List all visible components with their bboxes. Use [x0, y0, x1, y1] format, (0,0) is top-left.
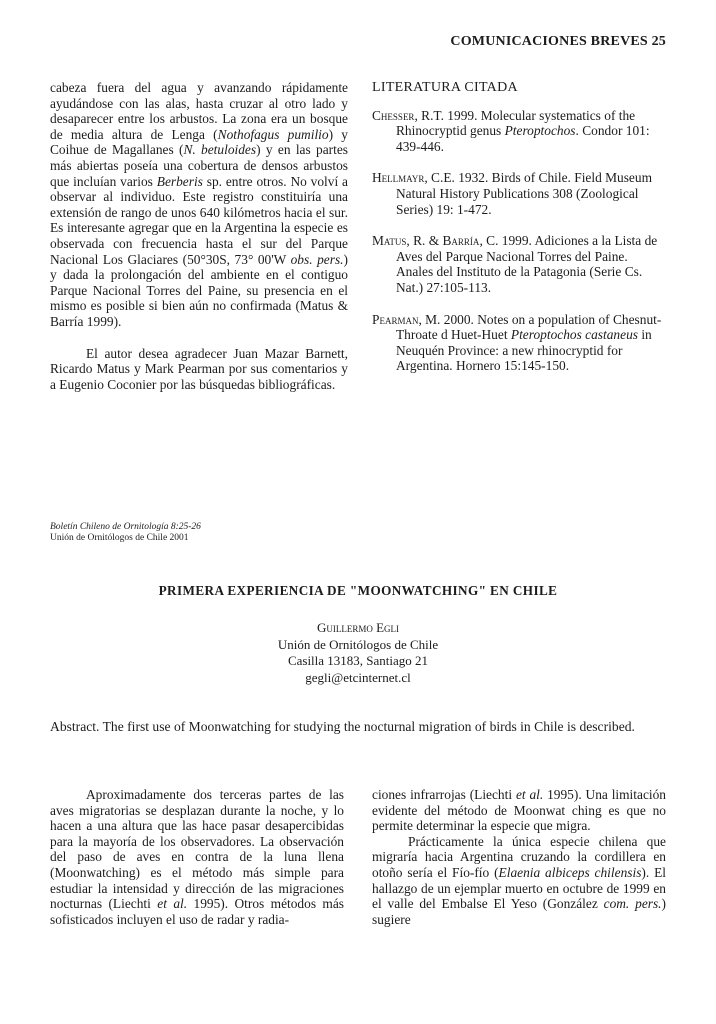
- author-address: Casilla 13183, Santiago 21: [287, 653, 429, 669]
- literature-heading: LITERATURA CITADA: [372, 80, 518, 95]
- author-email: gegli@etcinternet.cl: [305, 669, 411, 685]
- abstract: Abstract. The first use of Moonwatching for studying the nocturnal migration of birds in Chile is described.: [50, 719, 635, 734]
- literature-section: [372, 80, 666, 390]
- body-paragraph-2: ciones infrarrojas (Liechti et al. 1995). Una limitación evidente del método de Moonwat ching es que no permite determinar la especie que migra.: [372, 787, 666, 834]
- article-title: PRIMERA EXPERIENCIA DE "MOONWATCHING" EN CHILE: [158, 583, 558, 598]
- left-column: [50, 80, 348, 392]
- bulletin-journal-line: Boletín Chileno de Ornitología 8:25-26: [50, 522, 201, 532]
- reference-hellmayr: Hellmayr, C.E. 1932. Birds of Chile. Field Museum Natural History Publications 308 (Zoological Series) 19: 1-472.: [372, 170, 652, 217]
- author-affiliation: Unión de Ornitólogos de Chile: [277, 636, 439, 652]
- body-right-column: [372, 787, 666, 927]
- body-paragraph-3: Prácticamente la única especie chilena que migraría hacia Argentina cruzando la cordillera en otoño sería el Fío-fío (Elaenia albiceps chilensis). El hallazgo de un ejemplar muerto en octubre de 1999 en el valle del Embalse El Yeso (González com. pers.) sugiere: [372, 833, 666, 927]
- body-paragraph-1: Aproximadamente dos terceras partes de las aves migratorias se desplazan durante la noche, y lo hacen a una altura que las hace pasar desapercibidas para la mayoría de los observadores. La observación del paso de aves en contra de la luna llena (Moonwatching) es el método más simple para estudiar la intensidad y dirección de las migraciones nocturnas (Liechti et al. 1995). Otros métodos más sofisticados incluyen el uso de radar y radia-: [50, 787, 344, 927]
- left-paragraph-1: cabeza fuera del agua y avanzando rápidamente ayudándose con las alas, hasta cruzar al otro lado y desaparecer entre los arbustos. La zona era un bosque de media altura de Lenga (Nothofagus pumilio) y Coihue de Magallanes (N. betuloides) y en las partes más abiertas poseía una cobertura de densos arbustos que incluían varios Berberis sp. entre otros. No volví a observar al individuo. Este registro constituiría una extensión de rango de unos 640 kilómetros hacia el sur. Es interesante agregar que en la Argentina la especie es observada con frecuencia hasta el sur del Parque Nacional Los Glaciares (50°30S, 73° 00'W obs. pers.) y dada la prolongación del ambiente en el contiguo Parque Nacional Torres del Paine, su presencia en el mismo es posible si bien aún no confirmada (Matus & Barría 1999).: [50, 80, 348, 329]
- bulletin-publisher-line: Unión de Ornitólogos de Chile 2001: [50, 533, 189, 543]
- reference-chesser: Chesser, R.T. 1999. Molecular systematics of the Rhinocryptid genus Pteroptochos. Condor 101: 439-446.: [372, 107, 650, 154]
- reference-pearman: Pearman, M. 2000. Notes on a population of Chesnut-Throate d Huet-Huet Pteroptochos castaneus in Neuquén Province: a new rhinocryptid for Argentina. Hornero 15:145-150.: [372, 311, 662, 374]
- bulletin-citation: [50, 522, 201, 544]
- running-head: COMUNICACIONES BREVES 25: [450, 34, 666, 49]
- author-block: [0, 620, 716, 686]
- reference-matus: Matus, R. & Barría, C. 1999. Adiciones a la Lista de Aves del Parque Nacional Torres del Paine. Anales del Instituto de la Patagonia (Serie Cs. Nat.) 27:105-113.: [372, 233, 658, 295]
- body-left-column: [50, 787, 344, 927]
- author-name: Guillermo Egli: [316, 620, 400, 635]
- acknowledgments-paragraph: El autor desea agradecer Juan Mazar Barnett, Ricardo Matus y Mark Pearman por sus comentarios y a Eugenio Coconier por las búsquedas bibliográficas.: [50, 345, 348, 392]
